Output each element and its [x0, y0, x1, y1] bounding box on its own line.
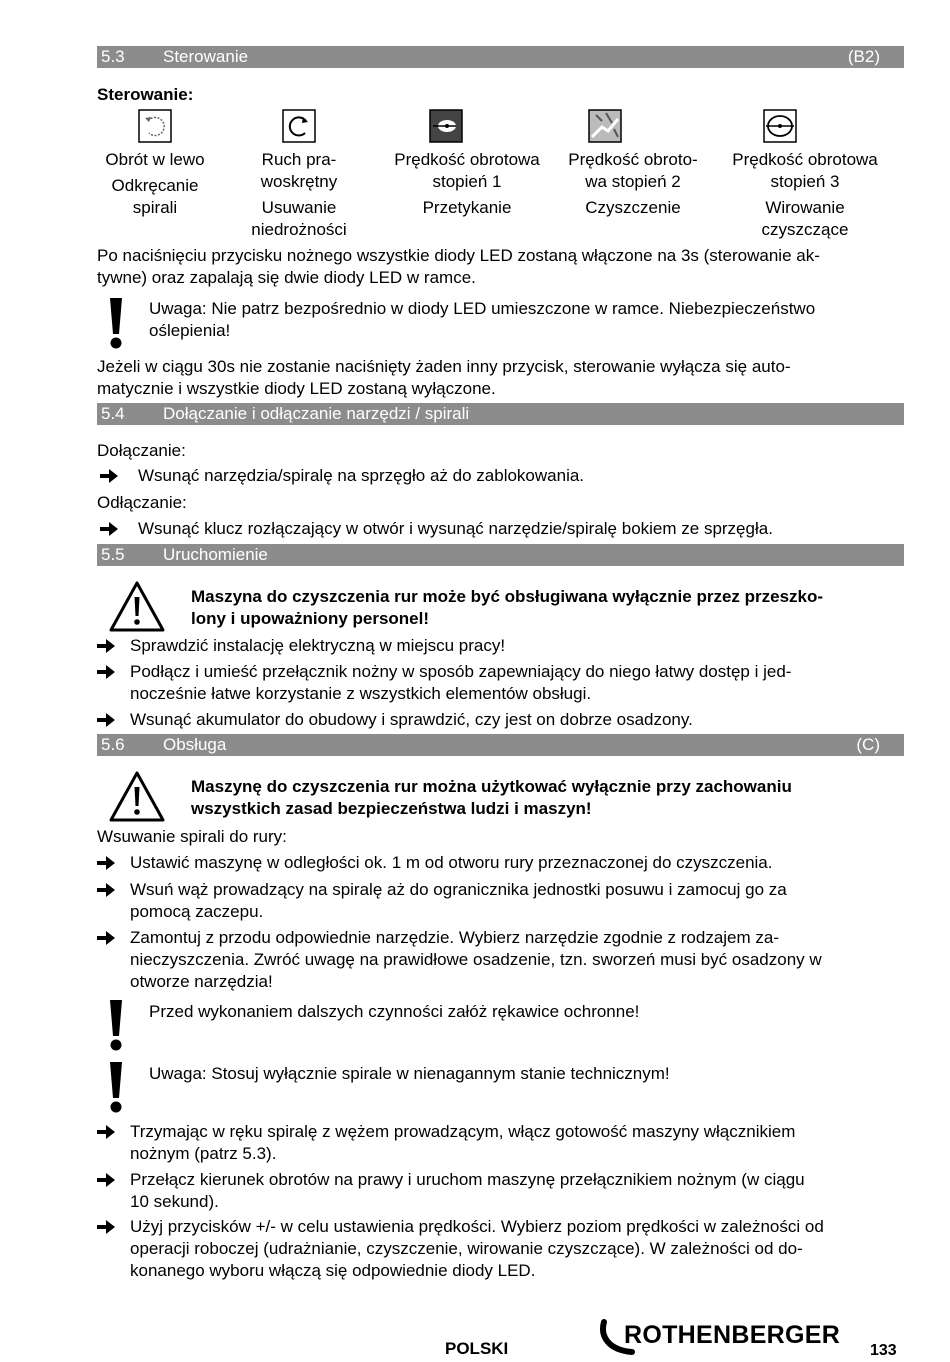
section-title: Sterowanie — [163, 47, 249, 66]
caution-leds-line2: oślepienia! — [149, 321, 231, 340]
section-title: Dołączanie i odłączanie narzędzi / spirali — [163, 404, 470, 423]
warning-safety-line1: Maszynę do czyszczenia rur można użytkować wyłącznie przy zachowaniu — [191, 777, 792, 796]
warning-triangle-icon — [108, 770, 166, 824]
exclamation-icon — [106, 998, 126, 1054]
warning-qualified-line1: Maszyna do czyszczenia rur może być obsługiwana wyłącznie przez przeszko- — [191, 587, 824, 606]
section-number: 5.5 — [101, 545, 125, 564]
footer-language: POLSKI — [445, 1339, 509, 1358]
speed-3-icon — [763, 109, 797, 143]
arrow-right-icon — [97, 1125, 115, 1139]
paragraph-auto-off-line1: Jeżeli w ciągu 30s nie zostanie naciśnięty żaden inny przycisk, sterowanie wyłącza się auto- — [97, 357, 791, 376]
paragraph-led-on-line1: Po naciśnięciu przycisku nożnego wszystkie diody LED zostaną włączone na 3s (sterowanie ak- — [97, 246, 820, 265]
figure-reference: (C) — [856, 735, 880, 754]
operation-step-3-line1: Zamontuj z przodu odpowiednie narzędzie. Wybierz narzędzie zgodnie z rodzajem za- — [130, 928, 780, 947]
operation-step-3-line3: otworze narzędzia! — [130, 972, 273, 991]
caution-leds-line1: Uwaga: Nie patrz bezpośrednio w diody LED umieszczone w ramce. Niebezpieczeństwo — [149, 299, 816, 318]
arrow-right-icon — [97, 1220, 115, 1234]
operation-step-6-line1: Użyj przycisków +/- w celu ustawienia prędkości. Wybierz poziom prędkości w zależności od — [130, 1217, 824, 1236]
startup-step-2-line2: nocześnie łatwe korzystanie z wszystkich elementów obsługi. — [130, 684, 592, 703]
pulse-right-icon — [282, 109, 316, 143]
caption-rotate-left: Obrót w lewo Odkręcanie spirali — [105, 150, 205, 217]
caption-speed-2: Prędkość obroto- wa stopień 2 Czyszczenie — [568, 150, 698, 217]
subheading-sterowanie: Sterowanie: — [97, 85, 194, 104]
arrow-right-icon — [100, 522, 118, 536]
arrow-right-icon — [97, 665, 115, 679]
section-5-3-header — [97, 46, 904, 68]
operation-step-4-line2: nożnym (patrz 5.3). — [130, 1144, 277, 1163]
arrow-right-icon — [97, 1173, 115, 1187]
arrow-right-icon — [97, 856, 115, 870]
section-5-6-header — [97, 734, 904, 756]
detach-step: Wsunąć klucz rozłączający w otwór i wysunąć narzędzie/spiralę bokiem ze sprzęgła. — [138, 519, 773, 538]
startup-step-1: Sprawdzić instalację elektryczną w miejscu pracy! — [130, 636, 506, 655]
caption-pulse-right: Ruch pra- woskrętny Usuwanie niedrożności — [251, 150, 347, 239]
caution-gloves: Przed wykonaniem dalszych czynności załóż rękawice ochronne! — [149, 1002, 640, 1021]
operation-step-2-line1: Wsuń wąż prowadzący na spiralę aż do ogranicznika jednostki posuwu i zamocuj go za — [130, 880, 787, 899]
section-number: 5.3 — [101, 47, 125, 66]
section-number: 5.4 — [101, 404, 125, 423]
arrow-right-icon — [97, 639, 115, 653]
exclamation-icon — [106, 296, 126, 352]
section-title: Uruchomienie — [163, 545, 268, 564]
operation-step-3-line2: nieczyszczenia. Zwróć uwagę na prawidłowe osadzenie, tzn. sworzeń musi być osadzony w — [130, 950, 822, 969]
arrow-right-icon — [97, 931, 115, 945]
operation-intro: Wsuwanie spirali do rury: — [97, 827, 287, 846]
operation-step-5-line2: 10 sekund). — [130, 1192, 219, 1211]
attach-step: Wsunąć narzędzia/spiralę na sprzęgło aż do zablokowania. — [138, 466, 585, 485]
warning-qualified-line2: lony i upoważniony personel! — [191, 609, 430, 628]
operation-step-6-line2: operacji roboczej (udrażnianie, czyszczenie, wirowanie czyszczące). W zależności od do- — [130, 1239, 803, 1258]
paragraph-led-on-line2: tywne) oraz zapalają się dwie diody LED w ramce. — [97, 268, 476, 287]
rotate-left-icon — [138, 109, 172, 143]
page-number: 133 — [870, 1342, 897, 1359]
arrow-right-icon — [97, 713, 115, 727]
operation-step-6-line3: konanego wyboru włączą się odpowiednie diody LED. — [130, 1261, 536, 1280]
caution-spirals: Uwaga: Stosuj wyłącznie spirale w nienagannym stanie technicznym! — [149, 1064, 670, 1083]
rothenberger-logo — [598, 1318, 850, 1358]
arrow-right-icon — [97, 883, 115, 897]
arrow-right-icon — [100, 469, 118, 483]
section-title: Obsługa — [163, 735, 227, 754]
startup-step-3: Wsunąć akumulator do obudowy i sprawdzić, czy jest on dobrze osadzony. — [130, 710, 693, 729]
operation-step-4-line1: Trzymając w ręku spiralę z wężem prowadzącym, włącz gotowość maszyny włącznikiem — [130, 1122, 796, 1141]
operation-step-2-line2: pomocą zaczepu. — [130, 902, 264, 921]
operation-step-1: Ustawić maszynę w odległości ok. 1 m od otworu rury przeznaczonej do czyszczenia. — [130, 853, 773, 872]
caption-speed-3: Prędkość obrotowa stopień 3 Wirowanie czyszczące — [732, 150, 878, 239]
operation-step-5-line1: Przełącz kierunek obrotów na prawy i uruchom maszynę przełącznikiem nożnym (w ciągu — [130, 1170, 805, 1189]
logo-wordmark: ROTHENBERGER — [624, 1321, 841, 1349]
detach-label: Odłączanie: — [97, 493, 187, 512]
startup-step-2-line1: Podłącz i umieść przełącznik nożny w sposób zapewniający do niego łatwy dostęp i jed- — [130, 662, 792, 681]
speed-1-icon — [429, 109, 463, 143]
section-5-4-header — [97, 403, 904, 425]
attach-label: Dołączanie: — [97, 441, 186, 460]
caption-speed-1: Prędkość obrotowa stopień 1 Przetykanie — [394, 150, 540, 217]
paragraph-auto-off-line2: matycznie i wszystkie diody LED zostaną wyłączone. — [97, 379, 496, 398]
section-5-5-header — [97, 544, 904, 566]
warning-triangle-icon — [108, 580, 166, 634]
figure-reference: (B2) — [847, 47, 880, 66]
section-number: 5.6 — [101, 735, 125, 754]
exclamation-icon — [106, 1060, 126, 1116]
speed-2-icon — [588, 109, 622, 143]
warning-safety-line2: wszystkich zasad bezpieczeństwa ludzi i maszyn! — [191, 799, 592, 818]
